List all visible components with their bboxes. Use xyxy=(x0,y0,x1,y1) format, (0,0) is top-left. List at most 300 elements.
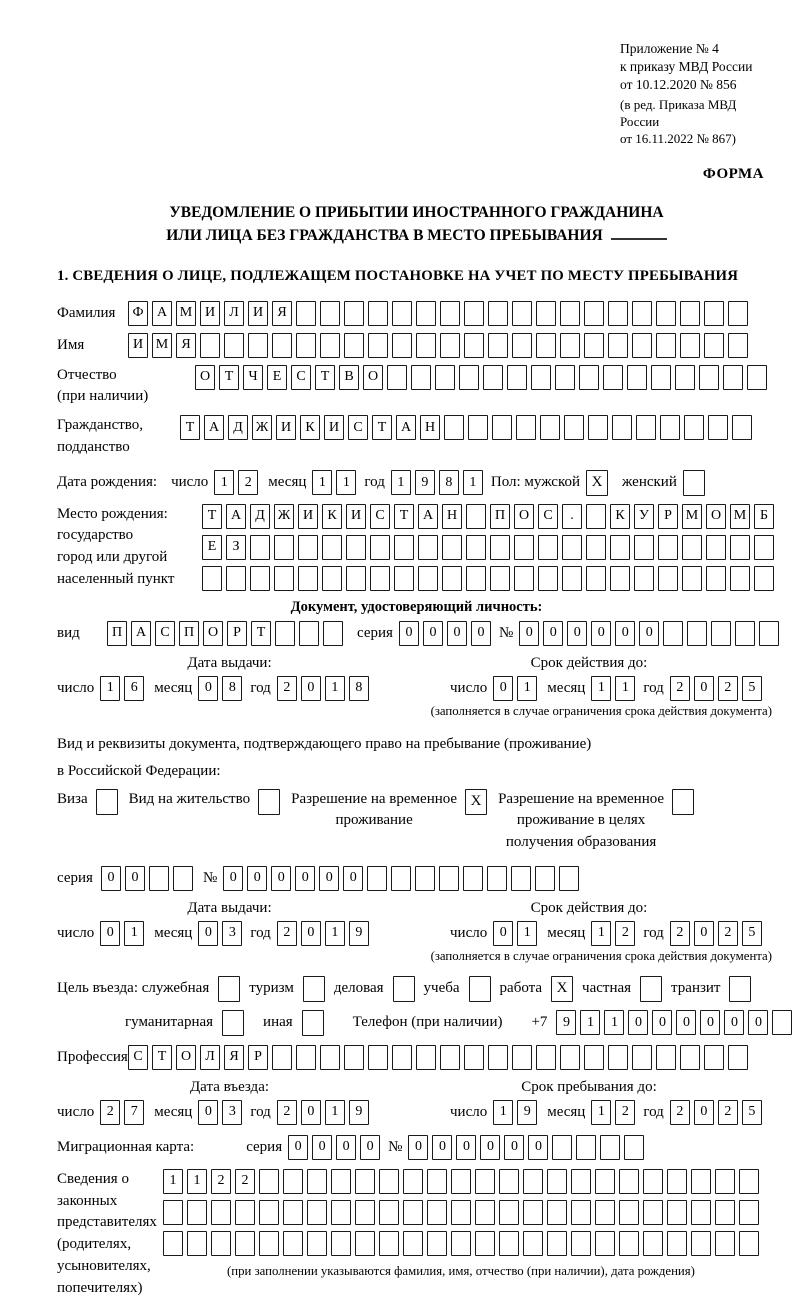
char-cell[interactable]: К xyxy=(610,504,630,529)
char-cell[interactable] xyxy=(619,1169,639,1194)
char-cell[interactable] xyxy=(322,535,342,560)
char-cell[interactable]: 1 xyxy=(336,470,356,495)
char-cell[interactable] xyxy=(96,789,118,815)
char-cell[interactable] xyxy=(586,535,606,560)
char-cell[interactable] xyxy=(451,1231,471,1256)
char-cell[interactable]: 0 xyxy=(504,1135,524,1160)
char-cell[interactable]: П xyxy=(490,504,510,529)
char-cell[interactable]: 0 xyxy=(408,1135,428,1160)
char-cell[interactable] xyxy=(488,301,508,326)
char-cell[interactable]: С xyxy=(370,504,390,529)
char-cell[interactable]: . xyxy=(562,504,582,529)
char-cell[interactable]: И xyxy=(276,415,296,440)
char-cell[interactable]: X xyxy=(551,976,573,1002)
char-cell[interactable]: А xyxy=(131,621,151,646)
char-cell[interactable] xyxy=(296,301,316,326)
char-cell[interactable]: 1 xyxy=(312,470,332,495)
char-cell[interactable] xyxy=(320,1045,340,1070)
char-cell[interactable]: Е xyxy=(202,535,222,560)
char-cell[interactable] xyxy=(571,1200,591,1225)
char-cell[interactable] xyxy=(632,1045,652,1070)
char-cell[interactable] xyxy=(187,1231,207,1256)
char-cell[interactable]: С xyxy=(291,365,311,390)
char-cell[interactable] xyxy=(632,301,652,326)
char-cell[interactable]: А xyxy=(204,415,224,440)
char-cell[interactable]: Т xyxy=(394,504,414,529)
char-cell[interactable] xyxy=(394,566,414,591)
char-cell[interactable] xyxy=(579,365,599,390)
char-cell[interactable] xyxy=(272,333,292,358)
char-cell[interactable] xyxy=(379,1200,399,1225)
char-cell[interactable] xyxy=(560,1045,580,1070)
char-cell[interactable]: 2 xyxy=(718,921,738,946)
char-cell[interactable] xyxy=(320,301,340,326)
char-cell[interactable]: 1 xyxy=(580,1010,600,1035)
char-cell[interactable]: 0 xyxy=(301,676,321,701)
char-cell[interactable]: С xyxy=(128,1045,148,1070)
char-cell[interactable]: Р xyxy=(248,1045,268,1070)
char-cell[interactable]: Ж xyxy=(274,504,294,529)
char-cell[interactable] xyxy=(411,365,431,390)
char-cell[interactable]: 5 xyxy=(742,676,762,701)
char-cell[interactable]: 1 xyxy=(325,676,345,701)
char-cell[interactable]: К xyxy=(322,504,342,529)
char-cell[interactable]: О xyxy=(363,365,383,390)
char-cell[interactable]: Е xyxy=(267,365,287,390)
char-cell[interactable] xyxy=(250,535,270,560)
char-cell[interactable] xyxy=(283,1200,303,1225)
char-cell[interactable] xyxy=(608,1045,628,1070)
char-cell[interactable] xyxy=(463,866,483,891)
char-cell[interactable] xyxy=(728,1045,748,1070)
char-cell[interactable] xyxy=(427,1231,447,1256)
char-cell[interactable]: 1 xyxy=(517,921,537,946)
char-cell[interactable]: 0 xyxy=(198,676,218,701)
char-cell[interactable]: 6 xyxy=(124,676,144,701)
char-cell[interactable] xyxy=(658,566,678,591)
char-cell[interactable] xyxy=(680,1045,700,1070)
char-cell[interactable]: 0 xyxy=(724,1010,744,1035)
char-cell[interactable] xyxy=(442,566,462,591)
char-cell[interactable] xyxy=(624,1135,644,1160)
char-cell[interactable] xyxy=(728,333,748,358)
char-cell[interactable] xyxy=(523,1200,543,1225)
char-cell[interactable] xyxy=(392,1045,412,1070)
char-cell[interactable] xyxy=(488,333,508,358)
char-cell[interactable]: 0 xyxy=(694,1100,714,1125)
char-cell[interactable] xyxy=(608,333,628,358)
char-cell[interactable] xyxy=(451,1200,471,1225)
char-cell[interactable]: 2 xyxy=(100,1100,120,1125)
char-cell[interactable] xyxy=(499,1200,519,1225)
char-cell[interactable]: Р xyxy=(227,621,247,646)
char-cell[interactable] xyxy=(226,566,246,591)
char-cell[interactable] xyxy=(512,301,532,326)
char-cell[interactable] xyxy=(344,333,364,358)
char-cell[interactable] xyxy=(627,365,647,390)
char-cell[interactable] xyxy=(368,1045,388,1070)
char-cell[interactable] xyxy=(682,535,702,560)
char-cell[interactable]: 2 xyxy=(277,676,297,701)
char-cell[interactable]: 0 xyxy=(676,1010,696,1035)
char-cell[interactable]: 0 xyxy=(336,1135,356,1160)
char-cell[interactable]: 0 xyxy=(694,921,714,946)
char-cell[interactable]: М xyxy=(730,504,750,529)
char-cell[interactable] xyxy=(296,333,316,358)
char-cell[interactable] xyxy=(307,1169,327,1194)
char-cell[interactable] xyxy=(691,1231,711,1256)
char-cell[interactable] xyxy=(656,301,676,326)
char-cell[interactable] xyxy=(538,566,558,591)
char-cell[interactable] xyxy=(200,333,220,358)
char-cell[interactable]: Д xyxy=(250,504,270,529)
char-cell[interactable] xyxy=(595,1231,615,1256)
char-cell[interactable] xyxy=(440,333,460,358)
char-cell[interactable] xyxy=(416,333,436,358)
char-cell[interactable] xyxy=(187,1200,207,1225)
char-cell[interactable]: 0 xyxy=(694,676,714,701)
char-cell[interactable] xyxy=(562,535,582,560)
char-cell[interactable] xyxy=(706,535,726,560)
char-cell[interactable] xyxy=(392,301,412,326)
char-cell[interactable]: 1 xyxy=(325,1100,345,1125)
char-cell[interactable]: 1 xyxy=(325,921,345,946)
char-cell[interactable]: 0 xyxy=(528,1135,548,1160)
char-cell[interactable]: 0 xyxy=(471,621,491,646)
char-cell[interactable] xyxy=(571,1231,591,1256)
char-cell[interactable] xyxy=(559,866,579,891)
char-cell[interactable] xyxy=(759,621,779,646)
char-cell[interactable]: 1 xyxy=(591,676,611,701)
char-cell[interactable] xyxy=(259,1169,279,1194)
char-cell[interactable]: 3 xyxy=(222,921,242,946)
char-cell[interactable]: 0 xyxy=(615,621,635,646)
char-cell[interactable] xyxy=(675,365,695,390)
char-cell[interactable] xyxy=(715,1231,735,1256)
char-cell[interactable]: Я xyxy=(224,1045,244,1070)
char-cell[interactable] xyxy=(619,1200,639,1225)
char-cell[interactable] xyxy=(715,1200,735,1225)
char-cell[interactable] xyxy=(298,535,318,560)
char-cell[interactable] xyxy=(211,1231,231,1256)
char-cell[interactable]: Н xyxy=(420,415,440,440)
char-cell[interactable] xyxy=(680,301,700,326)
char-cell[interactable] xyxy=(248,333,268,358)
char-cell[interactable] xyxy=(464,1045,484,1070)
char-cell[interactable]: 0 xyxy=(101,866,121,891)
char-cell[interactable] xyxy=(274,566,294,591)
char-cell[interactable] xyxy=(379,1169,399,1194)
char-cell[interactable]: 0 xyxy=(700,1010,720,1035)
char-cell[interactable] xyxy=(754,535,774,560)
char-cell[interactable]: 2 xyxy=(277,1100,297,1125)
char-cell[interactable]: 8 xyxy=(349,676,369,701)
char-cell[interactable] xyxy=(344,1045,364,1070)
char-cell[interactable] xyxy=(355,1169,375,1194)
char-cell[interactable]: 0 xyxy=(312,1135,332,1160)
char-cell[interactable]: 1 xyxy=(214,470,234,495)
char-cell[interactable] xyxy=(222,1010,244,1036)
char-cell[interactable] xyxy=(492,415,512,440)
char-cell[interactable] xyxy=(656,333,676,358)
char-cell[interactable] xyxy=(307,1231,327,1256)
char-cell[interactable]: Т xyxy=(372,415,392,440)
char-cell[interactable]: 0 xyxy=(519,621,539,646)
char-cell[interactable] xyxy=(586,566,606,591)
char-cell[interactable] xyxy=(619,1231,639,1256)
char-cell[interactable]: А xyxy=(396,415,416,440)
char-cell[interactable] xyxy=(469,976,491,1002)
char-cell[interactable]: П xyxy=(179,621,199,646)
char-cell[interactable] xyxy=(320,333,340,358)
char-cell[interactable]: 2 xyxy=(615,921,635,946)
char-cell[interactable] xyxy=(368,301,388,326)
char-cell[interactable]: 0 xyxy=(319,866,339,891)
char-cell[interactable] xyxy=(536,1045,556,1070)
char-cell[interactable]: Т xyxy=(180,415,200,440)
char-cell[interactable]: 0 xyxy=(493,921,513,946)
char-cell[interactable]: 0 xyxy=(100,921,120,946)
char-cell[interactable] xyxy=(535,866,555,891)
char-cell[interactable] xyxy=(708,415,728,440)
char-cell[interactable] xyxy=(512,333,532,358)
char-cell[interactable]: О xyxy=(514,504,534,529)
char-cell[interactable] xyxy=(571,1169,591,1194)
char-cell[interactable] xyxy=(663,621,683,646)
char-cell[interactable] xyxy=(547,1169,567,1194)
char-cell[interactable]: 9 xyxy=(415,470,435,495)
char-cell[interactable] xyxy=(514,535,534,560)
char-cell[interactable]: 5 xyxy=(742,921,762,946)
char-cell[interactable]: 0 xyxy=(247,866,267,891)
char-cell[interactable]: 7 xyxy=(124,1100,144,1125)
char-cell[interactable]: 0 xyxy=(271,866,291,891)
char-cell[interactable] xyxy=(656,1045,676,1070)
char-cell[interactable] xyxy=(439,866,459,891)
char-cell[interactable] xyxy=(299,621,319,646)
char-cell[interactable] xyxy=(536,301,556,326)
char-cell[interactable]: Ч xyxy=(243,365,263,390)
char-cell[interactable]: 2 xyxy=(670,921,690,946)
char-cell[interactable]: 8 xyxy=(222,676,242,701)
char-cell[interactable] xyxy=(302,1010,324,1036)
char-cell[interactable]: 0 xyxy=(456,1135,476,1160)
char-cell[interactable]: 2 xyxy=(235,1169,255,1194)
char-cell[interactable]: X xyxy=(465,789,487,815)
char-cell[interactable] xyxy=(487,866,507,891)
char-cell[interactable] xyxy=(274,535,294,560)
char-cell[interactable]: 0 xyxy=(447,621,467,646)
char-cell[interactable] xyxy=(344,301,364,326)
char-cell[interactable]: В xyxy=(339,365,359,390)
char-cell[interactable]: 2 xyxy=(238,470,258,495)
char-cell[interactable] xyxy=(475,1169,495,1194)
char-cell[interactable] xyxy=(586,504,606,529)
char-cell[interactable] xyxy=(691,1169,711,1194)
char-cell[interactable]: 3 xyxy=(222,1100,242,1125)
char-cell[interactable] xyxy=(466,504,486,529)
char-cell[interactable] xyxy=(275,621,295,646)
char-cell[interactable]: 1 xyxy=(391,470,411,495)
char-cell[interactable] xyxy=(612,415,632,440)
char-cell[interactable] xyxy=(303,976,325,1002)
char-cell[interactable] xyxy=(322,566,342,591)
char-cell[interactable]: 0 xyxy=(198,921,218,946)
char-cell[interactable] xyxy=(464,333,484,358)
char-cell[interactable]: О xyxy=(203,621,223,646)
char-cell[interactable] xyxy=(440,1045,460,1070)
char-cell[interactable] xyxy=(272,1045,292,1070)
char-cell[interactable] xyxy=(514,566,534,591)
char-cell[interactable] xyxy=(667,1169,687,1194)
char-cell[interactable] xyxy=(149,866,169,891)
char-cell[interactable]: С xyxy=(348,415,368,440)
char-cell[interactable] xyxy=(427,1200,447,1225)
char-cell[interactable]: 1 xyxy=(591,1100,611,1125)
char-cell[interactable] xyxy=(715,1169,735,1194)
char-cell[interactable] xyxy=(163,1200,183,1225)
char-cell[interactable] xyxy=(603,365,623,390)
char-cell[interactable] xyxy=(218,976,240,1002)
char-cell[interactable]: К xyxy=(300,415,320,440)
char-cell[interactable]: Т xyxy=(219,365,239,390)
char-cell[interactable]: 0 xyxy=(399,621,419,646)
char-cell[interactable]: М xyxy=(682,504,702,529)
char-cell[interactable] xyxy=(444,415,464,440)
char-cell[interactable]: 5 xyxy=(742,1100,762,1125)
char-cell[interactable] xyxy=(202,566,222,591)
char-cell[interactable]: 0 xyxy=(223,866,243,891)
char-cell[interactable]: И xyxy=(128,333,148,358)
char-cell[interactable] xyxy=(415,866,435,891)
char-cell[interactable] xyxy=(224,333,244,358)
char-cell[interactable] xyxy=(511,866,531,891)
char-cell[interactable] xyxy=(367,866,387,891)
char-cell[interactable] xyxy=(732,415,752,440)
char-cell[interactable] xyxy=(459,365,479,390)
char-cell[interactable]: 2 xyxy=(718,676,738,701)
char-cell[interactable]: О xyxy=(195,365,215,390)
char-cell[interactable] xyxy=(331,1200,351,1225)
char-cell[interactable] xyxy=(730,566,750,591)
char-cell[interactable]: 0 xyxy=(652,1010,672,1035)
char-cell[interactable]: Д xyxy=(228,415,248,440)
char-cell[interactable] xyxy=(416,301,436,326)
char-cell[interactable] xyxy=(173,866,193,891)
char-cell[interactable] xyxy=(211,1200,231,1225)
char-cell[interactable] xyxy=(735,621,755,646)
char-cell[interactable] xyxy=(387,365,407,390)
char-cell[interactable]: 0 xyxy=(301,1100,321,1125)
char-cell[interactable]: Т xyxy=(251,621,271,646)
char-cell[interactable]: 0 xyxy=(591,621,611,646)
char-cell[interactable]: Б xyxy=(754,504,774,529)
char-cell[interactable]: 9 xyxy=(349,921,369,946)
char-cell[interactable] xyxy=(346,535,366,560)
char-cell[interactable] xyxy=(536,333,556,358)
char-cell[interactable] xyxy=(512,1045,532,1070)
char-cell[interactable]: Н xyxy=(442,504,462,529)
char-cell[interactable]: Я xyxy=(176,333,196,358)
char-cell[interactable] xyxy=(368,333,388,358)
char-cell[interactable]: 0 xyxy=(295,866,315,891)
char-cell[interactable]: 0 xyxy=(360,1135,380,1160)
char-cell[interactable] xyxy=(427,1169,447,1194)
char-cell[interactable]: 0 xyxy=(628,1010,648,1035)
char-cell[interactable] xyxy=(346,566,366,591)
char-cell[interactable]: М xyxy=(152,333,172,358)
char-cell[interactable] xyxy=(540,415,560,440)
char-cell[interactable]: 0 xyxy=(288,1135,308,1160)
char-cell[interactable] xyxy=(466,566,486,591)
char-cell[interactable] xyxy=(667,1231,687,1256)
char-cell[interactable] xyxy=(547,1231,567,1256)
char-cell[interactable]: 0 xyxy=(543,621,563,646)
char-cell[interactable] xyxy=(684,415,704,440)
char-cell[interactable] xyxy=(658,535,678,560)
char-cell[interactable] xyxy=(729,976,751,1002)
char-cell[interactable] xyxy=(307,1200,327,1225)
char-cell[interactable] xyxy=(331,1169,351,1194)
char-cell[interactable]: Л xyxy=(224,301,244,326)
char-cell[interactable] xyxy=(523,1231,543,1256)
char-cell[interactable] xyxy=(499,1231,519,1256)
char-cell[interactable]: У xyxy=(634,504,654,529)
char-cell[interactable] xyxy=(488,1045,508,1070)
char-cell[interactable] xyxy=(632,333,652,358)
char-cell[interactable] xyxy=(451,1169,471,1194)
char-cell[interactable] xyxy=(680,333,700,358)
char-cell[interactable] xyxy=(588,415,608,440)
char-cell[interactable]: 2 xyxy=(670,1100,690,1125)
char-cell[interactable] xyxy=(259,1200,279,1225)
char-cell[interactable] xyxy=(355,1200,375,1225)
char-cell[interactable]: 0 xyxy=(198,1100,218,1125)
char-cell[interactable] xyxy=(634,535,654,560)
char-cell[interactable] xyxy=(298,566,318,591)
char-cell[interactable]: А xyxy=(226,504,246,529)
char-cell[interactable] xyxy=(584,301,604,326)
char-cell[interactable]: О xyxy=(176,1045,196,1070)
char-cell[interactable] xyxy=(584,1045,604,1070)
char-cell[interactable] xyxy=(418,535,438,560)
char-cell[interactable]: 0 xyxy=(639,621,659,646)
char-cell[interactable] xyxy=(483,365,503,390)
char-cell[interactable] xyxy=(560,301,580,326)
char-cell[interactable]: Ф xyxy=(128,301,148,326)
char-cell[interactable] xyxy=(323,621,343,646)
char-cell[interactable] xyxy=(163,1231,183,1256)
char-cell[interactable] xyxy=(643,1231,663,1256)
char-cell[interactable] xyxy=(584,333,604,358)
char-cell[interactable] xyxy=(258,789,280,815)
char-cell[interactable] xyxy=(296,1045,316,1070)
char-cell[interactable]: О xyxy=(706,504,726,529)
char-cell[interactable] xyxy=(370,566,390,591)
char-cell[interactable]: 1 xyxy=(463,470,483,495)
char-cell[interactable] xyxy=(636,415,656,440)
char-cell[interactable]: 8 xyxy=(439,470,459,495)
char-cell[interactable]: 0 xyxy=(480,1135,500,1160)
char-cell[interactable] xyxy=(235,1200,255,1225)
char-cell[interactable] xyxy=(538,535,558,560)
char-cell[interactable] xyxy=(283,1169,303,1194)
char-cell[interactable]: Т xyxy=(152,1045,172,1070)
char-cell[interactable] xyxy=(772,1010,792,1035)
char-cell[interactable] xyxy=(283,1231,303,1256)
char-cell[interactable] xyxy=(507,365,527,390)
char-cell[interactable] xyxy=(370,535,390,560)
